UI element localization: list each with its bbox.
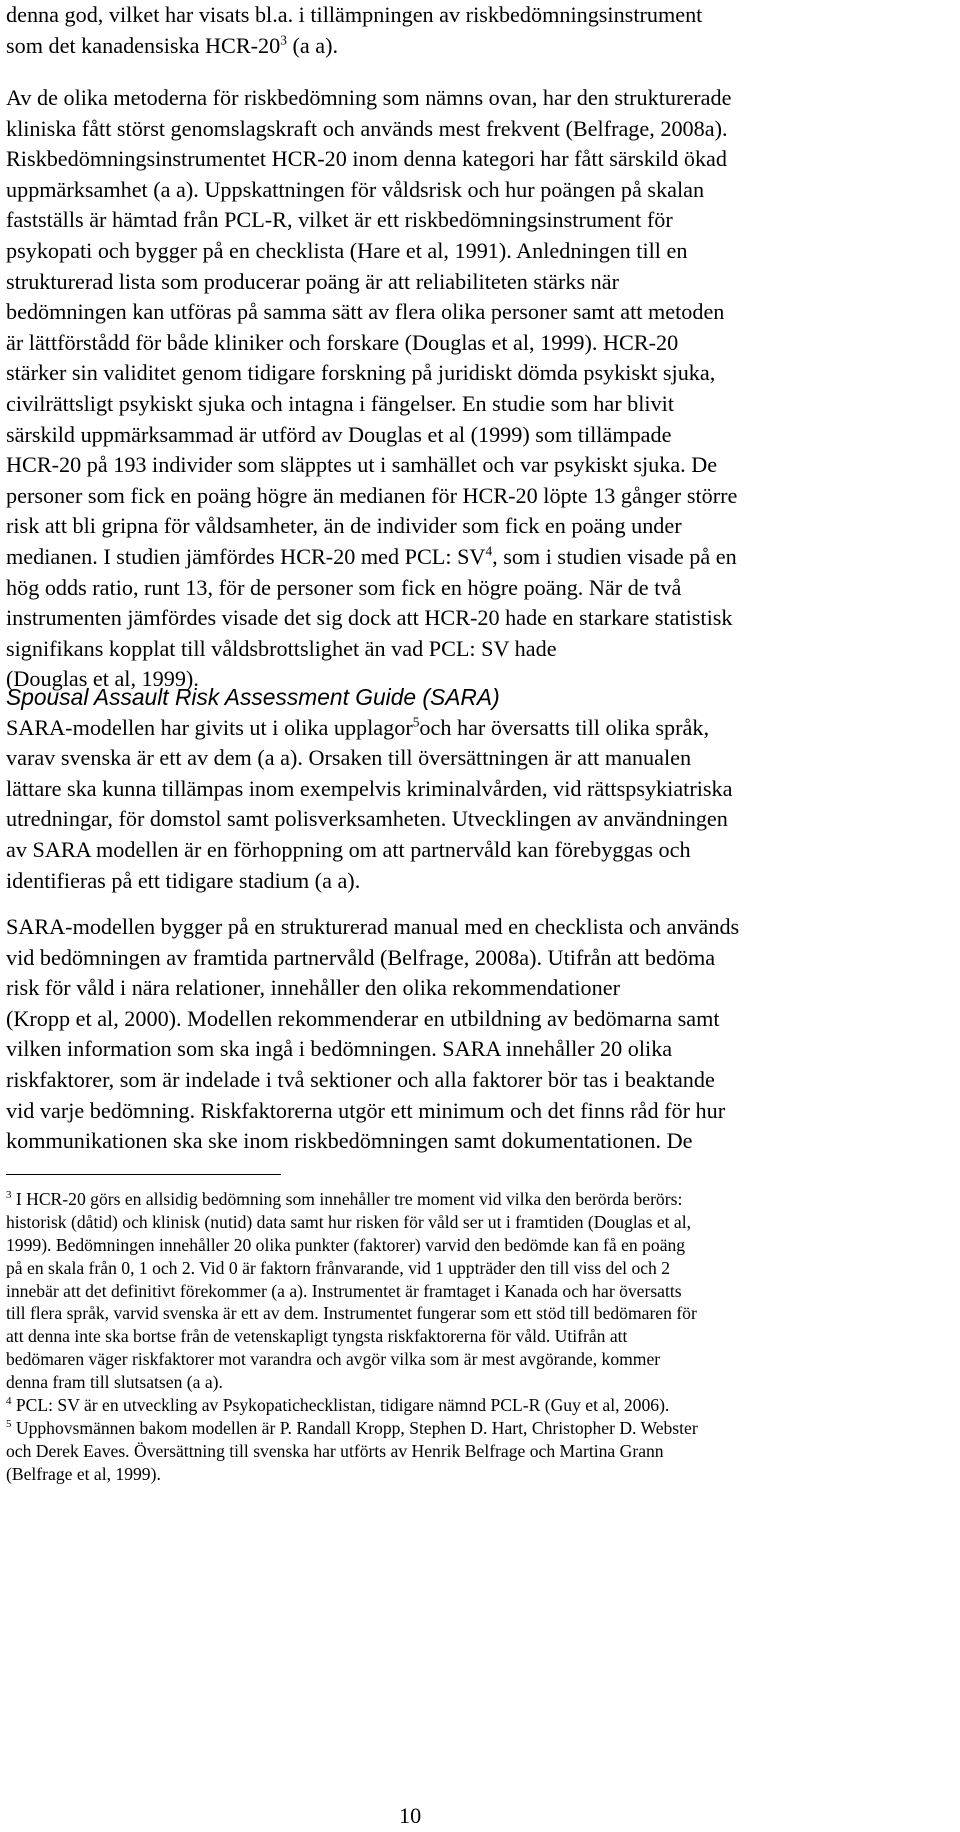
text-line: HCR-20 på 193 individer som släpptes ut i samhället och var psykiskt sjuka. De — [6, 452, 718, 478]
footnote-number: 5 — [6, 1418, 12, 1431]
text-line: vilken information som ska ingå i bedömningen. SARA innehåller 20 olika — [6, 1036, 673, 1062]
text-line: varav svenska är ett av dem (a a). Orsaken till översättningen är att manualen — [6, 745, 692, 771]
text-line: uppmärksamhet (a a). Uppskattningen för våldsrisk och hur poängen på skalan — [6, 176, 705, 202]
text-fragment: (a a). — [292, 32, 339, 58]
text-line: instrumenten jämfördes visade det sig dock att HCR-20 hade en starkare statistisk — [6, 605, 733, 631]
text-fragment: som det kanadensiska HCR-20 — [6, 32, 281, 58]
text-line: vid bedömningen av framtida partnervåld (Belfrage, 2008a). Utifrån att bedöma — [6, 944, 716, 970]
text-line: fastställs är hämtad från PCL-R, vilket är ett riskbedömningsinstrument för — [6, 207, 673, 233]
section-heading: Spousal Assault Risk Assessment Guide (SARA) — [6, 684, 500, 710]
text-line: Av de olika metoderna för riskbedömning som nämns ovan, har den strukturerade — [6, 85, 732, 110]
footnote-ref-5[interactable]: 5 — [412, 714, 420, 730]
footnote-line: 1999). Bedömningen innehåller 20 olika punkter (faktorer) varvid den bedömde kan få en poäng — [6, 1234, 686, 1255]
footnote-number: 4 — [6, 1395, 12, 1408]
footnote-line: innebär att det definitivt förekommer (a a). Instrumentet är framtaget i Kanada och har översatts — [6, 1280, 682, 1301]
text-line: är lättförstådd för både kliniker och forskare (Douglas et al, 1999). HCR-20 — [6, 329, 679, 355]
text-line: psykopati och bygger på en checklista (Hare et al, 1991). Anledningen till en — [6, 237, 688, 263]
footnote-3 — [6, 1188, 698, 1211]
footnote-ref-3[interactable]: 3 — [280, 32, 287, 48]
text-line — [6, 713, 732, 744]
text-line: civilrättsligt psykiskt sjuka och intagna i fängelser. En studie som har blivit — [6, 390, 674, 416]
footnote-line: att denna inte ska bortse från de vetenskapligt tyngsta riskfaktorerna för våld. Utifrån att — [6, 1326, 628, 1347]
text-line: identifieras på ett tidigare stadium (a a). — [6, 867, 361, 893]
text-line: stärker sin validitet genom tidigare forskning på juridiskt dömda psykiskt sjuka, — [6, 360, 716, 386]
footnote-line: historisk (dåtid) och klinisk (nutid) data samt hur risken för våld ser ut i framtiden (Douglas et al, — [6, 1211, 692, 1232]
page-number: 10 — [399, 1803, 422, 1828]
footnote-line: (Belfrage et al, 1999). — [6, 1463, 161, 1484]
text-line: Riskbedömningsinstrumentet HCR-20 inom denna kategori har fått särskild ökad — [6, 146, 727, 172]
paragraph-intro — [6, 0, 702, 61]
section-sara — [6, 682, 732, 896]
text-line: personer som fick en poäng högre än medianen för HCR-20 löpte 13 gånger större — [6, 482, 738, 508]
text-line: kliniska fått störst genomslagskraft och används mest frekvent (Belfrage, 2008a). — [6, 115, 728, 141]
text-fragment: I HCR-20 görs en allsidig bedömning som innehåller tre moment vid vilka den berörda berörs: — [15, 1189, 683, 1209]
text-line: (Kropp et al, 2000). Modellen rekommenderar en utbildning av bedömarna samt — [6, 1005, 720, 1031]
text-fragment: SARA-modellen har givits ut i olika upplagor — [6, 714, 413, 740]
text-line — [6, 542, 737, 573]
text-line — [6, 31, 702, 62]
footnote-line: denna fram till slutsatsen (a a). — [6, 1372, 223, 1393]
footnote-5 — [6, 1417, 698, 1440]
footnote-line: bedömaren väger riskfaktorer mot varandra och avgör vilka som är mest avgörande, kommer — [6, 1349, 661, 1370]
text-fragment: medianen. I studien jämfördes HCR-20 med PCL: SV — [6, 543, 486, 569]
paragraph-hcr20 — [6, 83, 737, 695]
text-line: särskild uppmärksammad är utförd av Douglas et al (1999) som tillämpade — [6, 421, 672, 447]
text-line: signifikans kopplat till våldsbrottslighet än vad PCL: SV hade — [6, 635, 557, 661]
text-line: lättare ska kunna tillämpas inom exempelvis kriminalvården, vid rättspsykiatriska — [6, 775, 733, 801]
text-fragment: och har översatts till olika språk, — [419, 714, 709, 740]
text-line: (Douglas et al, 1999). — [6, 666, 199, 692]
text-line: av SARA modellen är en förhoppning om att partnervåld kan förebyggas och — [6, 836, 691, 862]
text-fragment: , som i studien visade på en — [492, 543, 737, 569]
paragraph-sara-method — [6, 912, 739, 1157]
footnotes — [6, 1188, 698, 1486]
footnote-number: 3 — [6, 1189, 12, 1202]
text-line: risk för våld i nära relationer, innehåller den olika rekommendationer — [6, 975, 620, 1001]
text-line: SARA-modellen bygger på en strukturerad manual med en checklista och används — [6, 914, 740, 939]
footnote-4 — [6, 1394, 698, 1417]
text-line: utredningar, för domstol samt polisverksamheten. Utvecklingen av användningen — [6, 806, 728, 832]
footnote-divider — [6, 1174, 281, 1175]
text-fragment: Upphovsmännen bakom modellen är P. Randall Kropp, Stephen D. Hart, Christopher D. Webster — [15, 1417, 698, 1438]
text-line: risk att bli gripna för våldsamheter, än de individer som fick en poäng under — [6, 513, 682, 539]
footnote-line: på en skala från 0, 1 och 2. Vid 0 är faktorn frånvarande, vid 1 uppträder den till viss del och 2 — [6, 1257, 671, 1278]
footnote-line: och Derek Eaves. Översättning till svenska har utförts av Henrik Belfrage och Martina Grann — [6, 1440, 664, 1461]
text-line: vid varje bedömning. Riskfaktorerna utgör ett minimum och det finns råd för hur — [6, 1097, 726, 1123]
text-line: kommunikationen ska ske inom riskbedömningen samt dokumentationen. De — [6, 1128, 693, 1154]
paragraph-sara-intro — [6, 713, 732, 897]
text-line: riskfaktorer, som är indelade i två sektioner och alla faktorer bör tas i beaktande — [6, 1066, 715, 1092]
text-line: strukturerad lista som producerar poäng är att reliabiliteten stärks när — [6, 268, 620, 294]
text-line: hög odds ratio, runt 13, för de personer som fick en högre poäng. När de två — [6, 574, 682, 600]
footnote-ref-4[interactable]: 4 — [485, 543, 493, 559]
text-fragment: PCL: SV är en utveckling av Psykopatichecklistan, tidigare nämnd PCL-R (Guy et al, 2006). — [15, 1395, 670, 1416]
footnote-line: till flera språk, varvid svenska är ett av dem. Instrumentet fungerar som ett stöd till bedömaren för — [6, 1303, 697, 1324]
text-line: denna god, vilket har visats bl.a. i tillämpningen av riskbedömningsinstrument — [6, 2, 703, 27]
text-line: bedömningen kan utföras på samma sätt av flera olika personer samt att metoden — [6, 299, 725, 325]
